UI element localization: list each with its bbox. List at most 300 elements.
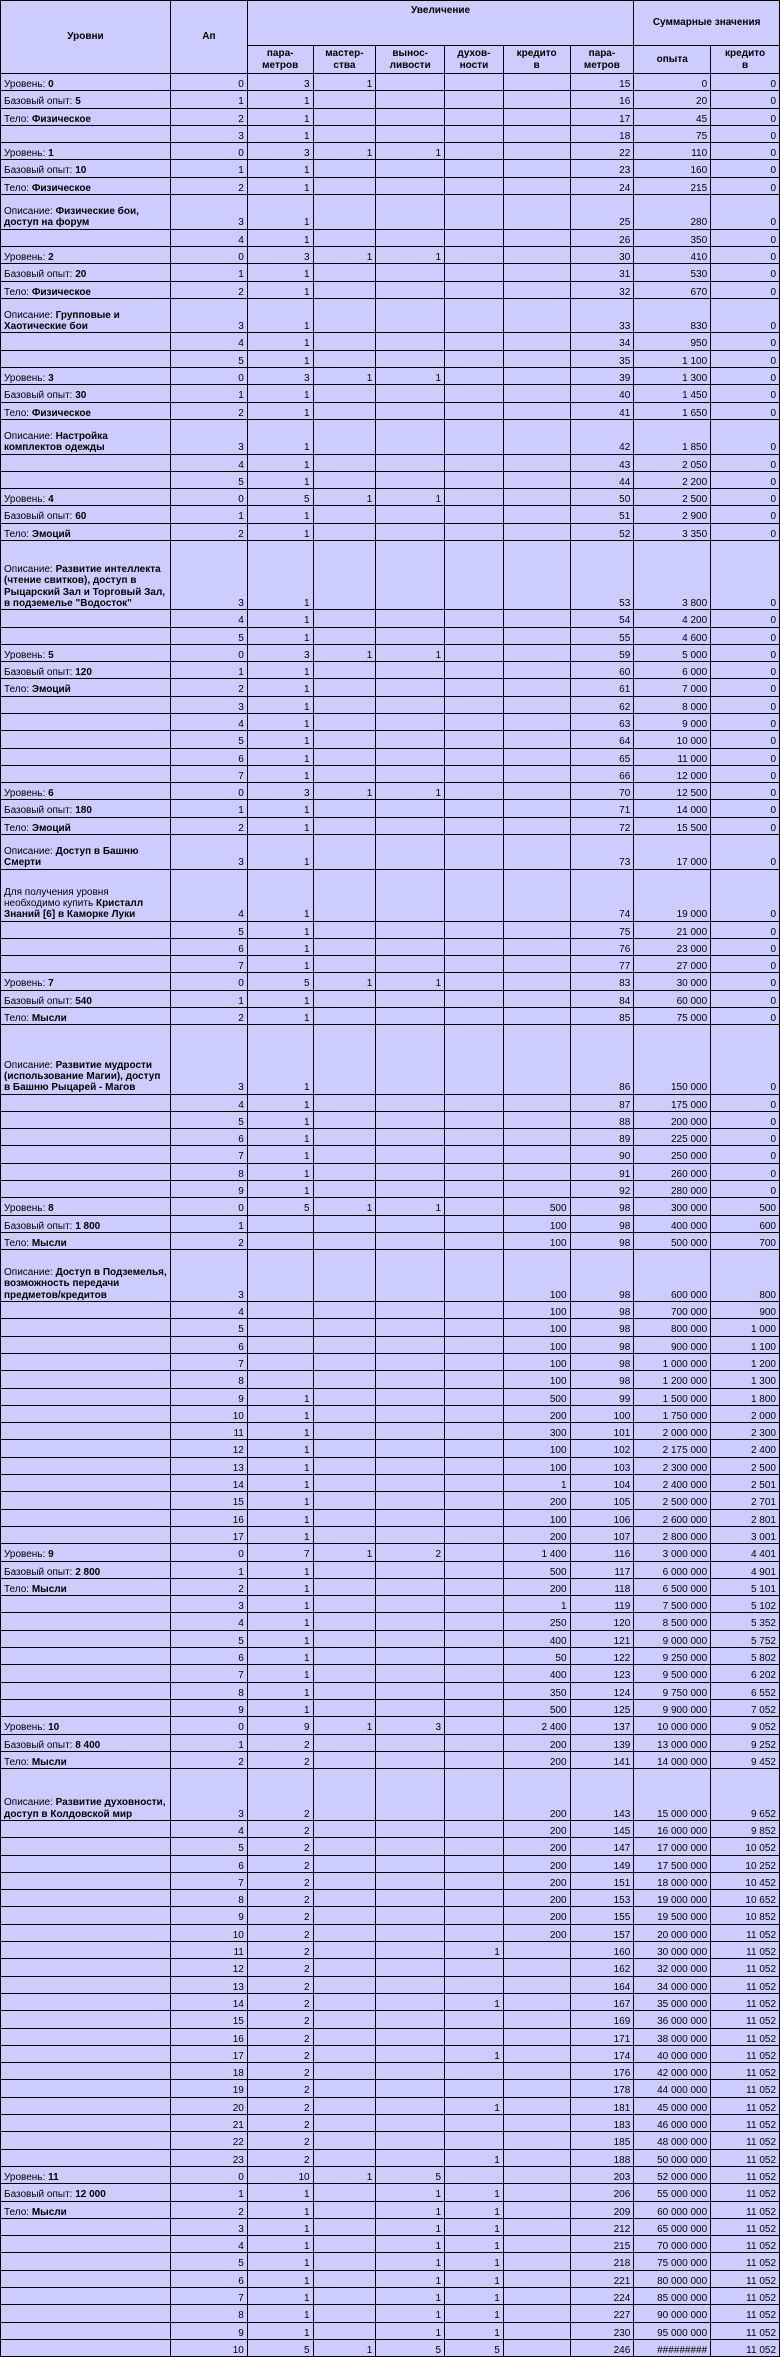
endurance-cell (376, 869, 445, 921)
header-params-total-top: пара- (588, 48, 616, 60)
params-total-cell: 121 (570, 1630, 634, 1647)
mastery-cell (313, 1838, 376, 1855)
table-row (1, 143, 780, 160)
params-total-cell: 125 (570, 1699, 634, 1716)
credits-total-cell: 0 (711, 696, 780, 713)
params-cell: 2 (247, 1769, 313, 1821)
level-label-cell (1, 1353, 171, 1370)
mastery-cell (313, 1942, 376, 1959)
experience-total-cell: 32 000 000 (634, 1959, 711, 1976)
level-label-cell (1, 1699, 171, 1716)
credits-cell (503, 783, 570, 800)
experience-total-cell: 2 200 (634, 471, 711, 488)
mastery-cell (313, 1215, 376, 1232)
credits-cell (503, 2011, 570, 2028)
endurance-cell (376, 2028, 445, 2045)
endurance-cell (376, 1769, 445, 1821)
params-total-cell: 246 (570, 2339, 634, 2356)
experience-total-cell: 1 650 (634, 402, 711, 419)
endurance-cell (376, 74, 445, 91)
experience-total-cell: 160 (634, 160, 711, 177)
experience-total-cell: 75 000 000 (634, 2253, 711, 2270)
table-row (1, 835, 780, 870)
credits-total-cell: 0 (711, 333, 780, 350)
label-prefix: Базовый опыт: (4, 2189, 76, 2201)
endurance-cell (376, 2149, 445, 2166)
table-row (1, 1457, 780, 1474)
label-prefix: Тело: (4, 822, 32, 834)
ap-cell: 1 (170, 264, 247, 281)
credits-total-cell: 11 052 (711, 2305, 780, 2322)
table-row (1, 177, 780, 194)
credits-total-cell: 0 (711, 385, 780, 402)
endurance-cell: 1 (376, 783, 445, 800)
endurance-cell (376, 2132, 445, 2149)
params-total-cell: 221 (570, 2270, 634, 2287)
mastery-cell: 1 (313, 2339, 376, 2356)
ap-cell: 1 (170, 91, 247, 108)
ap-cell: 0 (170, 489, 247, 506)
spirit-cell (445, 1492, 504, 1509)
params-cell: 1 (247, 385, 313, 402)
credits-cell (503, 610, 570, 627)
spirit-cell (445, 1838, 504, 1855)
spirit-cell (445, 2080, 504, 2097)
experience-total-cell: 2 050 (634, 454, 711, 471)
table-row (1, 1509, 780, 1526)
experience-total-cell: 9 000 000 (634, 1630, 711, 1647)
experience-total-cell: 65 000 000 (634, 2218, 711, 2235)
params-total-cell: 65 (570, 748, 634, 765)
table-row (1, 1371, 780, 1388)
table-row (1, 1353, 780, 1370)
label-prefix: Базовый опыт: (4, 511, 76, 523)
header-ap: Ап (170, 1, 247, 74)
spirit-cell (445, 177, 504, 194)
params-cell: 1 (247, 91, 313, 108)
mastery-cell (313, 1769, 376, 1821)
spirit-cell (445, 1976, 504, 1993)
table-row (1, 368, 780, 385)
spirit-cell (445, 1526, 504, 1543)
mastery-cell (313, 1648, 376, 1665)
mastery-cell (313, 2236, 376, 2253)
experience-total-cell: 50 000 000 (634, 2149, 711, 2166)
credits-total-cell: 0 (711, 713, 780, 730)
credits-total-cell: 11 052 (711, 1924, 780, 1941)
experience-total-cell: 36 000 000 (634, 2011, 711, 2028)
params-total-cell: 33 (570, 298, 634, 333)
spirit-cell (445, 91, 504, 108)
level-label-cell (1, 1993, 171, 2010)
params-total-cell: 98 (570, 1336, 634, 1353)
spirit-cell (445, 1198, 504, 1215)
endurance-cell: 1 (376, 489, 445, 506)
header-params (247, 46, 313, 74)
label-value: 6 (48, 788, 54, 800)
credits-cell (503, 644, 570, 661)
level-label-cell (1, 869, 171, 921)
mastery-cell (313, 541, 376, 610)
level-label-cell (1, 1751, 171, 1768)
endurance-cell: 1 (376, 973, 445, 990)
spirit-cell (445, 541, 504, 610)
table-row (1, 1405, 780, 1422)
header-params-total-bot: метров (583, 59, 620, 71)
endurance-cell: 1 (376, 644, 445, 661)
credits-total-cell: 5 802 (711, 1648, 780, 1665)
credits-total-cell: 0 (711, 471, 780, 488)
endurance-cell (376, 177, 445, 194)
ap-cell: 12 (170, 1440, 247, 1457)
ap-cell: 17 (170, 1526, 247, 1543)
params-cell: 1 (247, 869, 313, 921)
params-cell: 1 (247, 956, 313, 973)
endurance-cell (376, 1682, 445, 1699)
spirit-cell (445, 1751, 504, 1768)
endurance-cell (376, 506, 445, 523)
spirit-cell (445, 1250, 504, 1302)
label-value: 2 800 (75, 1566, 101, 1578)
params-cell: 2 (247, 1976, 313, 1993)
experience-total-cell: 4 600 (634, 627, 711, 644)
level-label-cell (1, 1302, 171, 1319)
params-cell: 1 (247, 350, 313, 367)
level-label-cell (1, 1250, 171, 1302)
table-row (1, 125, 780, 142)
endurance-cell (376, 402, 445, 419)
params-total-cell: 98 (570, 1353, 634, 1370)
params-cell: 1 (247, 1682, 313, 1699)
credits-cell (503, 385, 570, 402)
credits-cell (503, 990, 570, 1007)
experience-total-cell: 1 200 000 (634, 1371, 711, 1388)
header-credits-top: кредито (516, 48, 557, 60)
mastery-cell (313, 333, 376, 350)
spirit-cell: 1 (445, 1942, 504, 1959)
level-label-cell (1, 1890, 171, 1907)
credits-cell: 350 (503, 1682, 570, 1699)
ap-cell: 2 (170, 679, 247, 696)
mastery-cell (313, 1457, 376, 1474)
experience-total-cell: 75 (634, 125, 711, 142)
credits-cell: 100 (503, 1232, 570, 1249)
ap-cell: 9 (170, 1181, 247, 1198)
experience-total-cell: 34 000 000 (634, 1976, 711, 1993)
label-value: Физические бои, доступ на форум (4, 206, 139, 229)
experience-total-cell: 20 000 000 (634, 1924, 711, 1941)
table-row (1, 2253, 780, 2270)
params-cell: 1 (247, 835, 313, 870)
mastery-cell (313, 1232, 376, 1249)
table-row (1, 160, 780, 177)
ap-cell: 19 (170, 2080, 247, 2097)
ap-cell: 2 (170, 2201, 247, 2218)
experience-total-cell: 9 000 (634, 713, 711, 730)
credits-cell (503, 471, 570, 488)
endurance-cell (376, 1232, 445, 1249)
table-row (1, 2080, 780, 2097)
level-label-cell (1, 835, 171, 870)
experience-total-cell: 8 500 000 (634, 1613, 711, 1630)
table-row (1, 1751, 780, 1768)
table-row (1, 783, 780, 800)
table-row (1, 610, 780, 627)
endurance-cell (376, 160, 445, 177)
credits-total-cell: 0 (711, 489, 780, 506)
table-row (1, 74, 780, 91)
endurance-cell (376, 696, 445, 713)
label-value: Эмоций (31, 822, 71, 834)
ap-cell: 9 (170, 1907, 247, 1924)
label-prefix: Уровень: (4, 978, 49, 990)
mastery-cell (313, 1665, 376, 1682)
levels-table-body (1, 74, 780, 2357)
credits-total-cell: 0 (711, 1094, 780, 1111)
label-prefix: Уровень: (4, 1203, 49, 1215)
mastery-cell (313, 800, 376, 817)
experience-total-cell: 19 500 000 (634, 1907, 711, 1924)
params-total-cell: 60 (570, 662, 634, 679)
credits-cell (503, 523, 570, 540)
ap-cell: 22 (170, 2132, 247, 2149)
spirit-cell (445, 835, 504, 870)
mastery-cell (313, 1319, 376, 1336)
label-prefix: Тело: (4, 1013, 32, 1025)
mastery-cell (313, 765, 376, 782)
ap-cell: 0 (170, 368, 247, 385)
level-label-cell (1, 1232, 171, 1249)
endurance-cell (376, 1423, 445, 1440)
params-total-cell: 209 (570, 2201, 634, 2218)
level-label-cell (1, 1146, 171, 1163)
experience-total-cell: 250 000 (634, 1146, 711, 1163)
credits-cell (503, 921, 570, 938)
params-total-cell: 76 (570, 938, 634, 955)
experience-total-cell: 500 000 (634, 1232, 711, 1249)
params-cell (247, 1250, 313, 1302)
mastery-cell (313, 731, 376, 748)
params-cell: 2 (247, 2011, 313, 2028)
params-total-cell: 87 (570, 1094, 634, 1111)
mastery-cell (313, 1924, 376, 1941)
mastery-cell (313, 108, 376, 125)
params-total-cell: 147 (570, 1838, 634, 1855)
spirit-cell (445, 1855, 504, 1872)
ap-cell: 5 (170, 1630, 247, 1647)
endurance-cell (376, 1008, 445, 1025)
experience-total-cell: 1 850 (634, 419, 711, 454)
credits-total-cell: 0 (711, 246, 780, 263)
ap-cell: 7 (170, 1146, 247, 1163)
credits-cell (503, 2253, 570, 2270)
spirit-cell (445, 1388, 504, 1405)
experience-total-cell: 2 000 000 (634, 1423, 711, 1440)
mastery-cell (313, 627, 376, 644)
params-total-cell: 169 (570, 2011, 634, 2028)
params-cell: 1 (247, 713, 313, 730)
table-row (1, 1872, 780, 1889)
spirit-cell (445, 281, 504, 298)
label-prefix: Тело: (4, 286, 32, 298)
level-label-cell (1, 1734, 171, 1751)
credits-cell: 500 (503, 1561, 570, 1578)
credits-total-cell: 0 (711, 350, 780, 367)
experience-total-cell: 10 000 (634, 731, 711, 748)
experience-total-cell: 1 450 (634, 385, 711, 402)
spirit-cell (445, 783, 504, 800)
credits-total-cell: 600 (711, 1215, 780, 1232)
ap-cell: 2 (170, 108, 247, 125)
label-value: Мысли (31, 1237, 67, 1249)
params-total-cell: 15 (570, 74, 634, 91)
params-total-cell: 39 (570, 368, 634, 385)
experience-total-cell: 400 000 (634, 1215, 711, 1232)
experience-total-cell: 2 175 000 (634, 1440, 711, 1457)
ap-cell: 2 (170, 1232, 247, 1249)
experience-total-cell: 2 400 000 (634, 1475, 711, 1492)
label-value: 60 (75, 511, 87, 523)
experience-total-cell: ######### (634, 2339, 711, 2356)
label-value: 540 (75, 995, 92, 1007)
endurance-cell (376, 333, 445, 350)
params-total-cell: 54 (570, 610, 634, 627)
label-value: Групповые и Хаотические бои (4, 309, 120, 333)
level-label-cell (1, 454, 171, 471)
credits-total-cell: 11 052 (711, 2115, 780, 2132)
table-row (1, 1717, 780, 1734)
credits-total-cell: 11 052 (711, 2132, 780, 2149)
mastery-cell (313, 2270, 376, 2287)
credits-cell: 200 (503, 1820, 570, 1837)
params-cell: 3 (247, 368, 313, 385)
credits-total-cell: 1 800 (711, 1388, 780, 1405)
label-value: 3 (48, 373, 54, 385)
mastery-cell (313, 125, 376, 142)
label-value: 8 (48, 1203, 54, 1215)
params-cell (247, 1302, 313, 1319)
params-cell: 1 (247, 264, 313, 281)
level-label-cell (1, 1630, 171, 1647)
level-label-cell (1, 506, 171, 523)
params-total-cell: 98 (570, 1250, 634, 1302)
params-total-cell: 86 (570, 1025, 634, 1094)
credits-total-cell: 0 (711, 298, 780, 333)
experience-total-cell: 17 000 000 (634, 1838, 711, 1855)
ap-cell: 7 (170, 1665, 247, 1682)
label-prefix: Уровень: (4, 373, 49, 385)
mastery-cell (313, 2115, 376, 2132)
credits-cell (503, 956, 570, 973)
spirit-cell: 1 (445, 2201, 504, 2218)
table-row (1, 1526, 780, 1543)
experience-total-cell: 9 900 000 (634, 1699, 711, 1716)
params-total-cell: 25 (570, 195, 634, 230)
credits-total-cell: 0 (711, 454, 780, 471)
ap-cell: 8 (170, 1371, 247, 1388)
table-row (1, 1111, 780, 1128)
endurance-cell (376, 1976, 445, 1993)
params-total-cell: 17 (570, 108, 634, 125)
credits-total-cell: 0 (711, 419, 780, 454)
credits-total-cell: 0 (711, 835, 780, 870)
credits-cell (503, 748, 570, 765)
params-total-cell: 40 (570, 385, 634, 402)
params-cell: 2 (247, 1942, 313, 1959)
endurance-cell (376, 800, 445, 817)
table-row (1, 2339, 780, 2356)
params-total-cell: 160 (570, 1942, 634, 1959)
mastery-cell (313, 713, 376, 730)
label-prefix: Тело: (4, 1237, 32, 1249)
table-row (1, 765, 780, 782)
ap-cell: 3 (170, 125, 247, 142)
mastery-cell: 1 (313, 368, 376, 385)
credits-total-cell: 0 (711, 783, 780, 800)
params-cell: 1 (247, 333, 313, 350)
ap-cell: 8 (170, 1890, 247, 1907)
spirit-cell (445, 644, 504, 661)
level-label-cell (1, 1924, 171, 1941)
spirit-cell (445, 108, 504, 125)
credits-cell (503, 1181, 570, 1198)
params-cell: 1 (247, 1388, 313, 1405)
experience-total-cell: 200 000 (634, 1111, 711, 1128)
level-label-cell (1, 1129, 171, 1146)
spirit-cell (445, 1129, 504, 1146)
credits-total-cell: 0 (711, 541, 780, 610)
ap-cell: 4 (170, 2236, 247, 2253)
credits-cell (503, 2115, 570, 2132)
level-label-cell (1, 246, 171, 263)
ap-cell: 2 (170, 402, 247, 419)
ap-cell: 3 (170, 696, 247, 713)
label-prefix: Базовый опыт: (4, 1220, 76, 1232)
experience-total-cell: 0 (634, 74, 711, 91)
table-row (1, 1388, 780, 1405)
params-cell: 2 (247, 1820, 313, 1837)
table-row (1, 1838, 780, 1855)
table-row (1, 385, 780, 402)
label-prefix: Тело: (4, 528, 32, 540)
label-prefix: Тело: (4, 407, 32, 419)
table-row (1, 1181, 780, 1198)
spirit-cell: 1 (445, 2184, 504, 2201)
ap-cell: 17 (170, 2045, 247, 2062)
credits-total-cell: 11 052 (711, 2097, 780, 2114)
header-credits-total-bot: в (742, 59, 749, 71)
label-prefix: Описание: (4, 1267, 56, 1279)
mastery-cell (313, 1353, 376, 1370)
level-label-cell (1, 938, 171, 955)
params-cell: 2 (247, 2045, 313, 2062)
params-cell: 1 (247, 177, 313, 194)
level-label-cell (1, 2288, 171, 2305)
credits-total-cell: 4 401 (711, 1544, 780, 1561)
credits-cell (503, 489, 570, 506)
params-cell: 1 (247, 2236, 313, 2253)
spirit-cell (445, 1699, 504, 1716)
label-prefix: Уровень: (4, 1722, 49, 1734)
label-value: 5 (48, 649, 54, 661)
level-label-cell (1, 1578, 171, 1595)
level-label-cell (1, 1388, 171, 1405)
spirit-cell (445, 333, 504, 350)
credits-total-cell: 11 052 (711, 1959, 780, 1976)
credits-total-cell: 11 052 (711, 2080, 780, 2097)
credits-total-cell: 0 (711, 956, 780, 973)
params-cell: 1 (247, 921, 313, 938)
